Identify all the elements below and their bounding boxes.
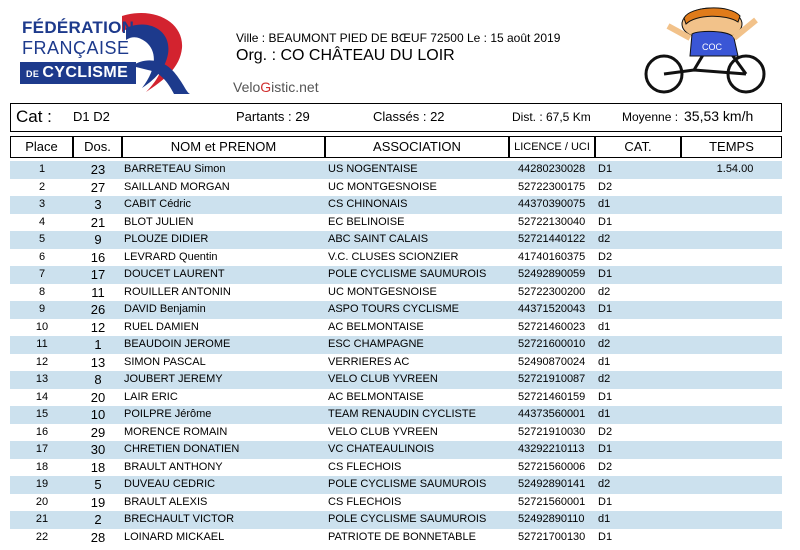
cell-asso: ABC SAINT CALAIS	[328, 233, 429, 245]
cell-asso: ASPO TOURS CYCLISME	[328, 303, 460, 315]
logo-prefix: DE	[26, 69, 40, 79]
col-licence: LICENCE / UCI	[509, 136, 595, 158]
classes: Classés : 22	[373, 109, 445, 124]
cell-cat: D1	[598, 163, 613, 175]
cell-dos: 30	[90, 442, 106, 457]
logo-line-2: FRANÇAISE	[22, 38, 130, 58]
cell-dos: 19	[90, 494, 106, 510]
cell-asso: VERRIERES AC	[328, 355, 410, 368]
cell-nom: BRAULT ALEXIS	[124, 495, 208, 508]
cell-dos: 26	[90, 302, 106, 317]
cell-asso: AC BELMONTAISE	[328, 320, 424, 333]
cat-label: Cat :	[16, 107, 52, 126]
cell-asso: CS CHINONAIS	[328, 198, 408, 210]
table-row	[10, 179, 782, 197]
site-part-b: G	[260, 79, 272, 95]
cell-cat: d1	[598, 355, 611, 368]
cell-asso: PATRIOTE DE BONNETABLE	[328, 530, 476, 543]
table-row	[10, 301, 782, 319]
cell-nom: DOUCET LAURENT	[124, 268, 225, 280]
table-row	[10, 231, 782, 249]
cell-cat: D1	[598, 303, 613, 315]
cell-nom: POILPRE Jérôme	[124, 408, 212, 420]
col-temps: TEMPS	[681, 136, 782, 158]
cell-place: 16	[35, 425, 49, 438]
cell-asso: VELO CLUB YVREEN	[328, 373, 438, 385]
cell-place: 11	[36, 338, 48, 350]
logo-line-3	[20, 62, 136, 84]
cell-licence: 52721560006	[518, 460, 586, 473]
cell-nom: LAIR ERIC	[124, 390, 178, 403]
cat-value: D1 D2	[73, 109, 110, 124]
table-row	[10, 161, 782, 179]
cell-asso: ESC CHAMPAGNE	[328, 338, 424, 350]
partants: Partants : 29	[236, 109, 310, 124]
cell-cat: D1	[598, 390, 613, 403]
cell-place: 20	[35, 495, 49, 508]
cell-nom: BLOT JULIEN	[124, 215, 194, 228]
col-dos: Dos.	[73, 136, 122, 158]
col-place: Place	[10, 136, 73, 158]
col-association: ASSOCIATION	[325, 136, 509, 158]
cell-asso: US NOGENTAISE	[328, 163, 418, 175]
cell-nom: LOINARD MICKAEL	[124, 530, 225, 543]
velogistic-link[interactable]	[233, 79, 319, 95]
cell-licence: 52722300175	[518, 180, 586, 193]
cell-licence: 43292210113	[518, 443, 585, 455]
cell-dos: 13	[90, 354, 106, 370]
ffc-logo	[14, 8, 210, 96]
table-row	[10, 389, 782, 407]
cell-nom: BRAULT ANTHONY	[124, 460, 223, 473]
race-summary-bar	[10, 103, 782, 132]
site-part-c: istic.net	[271, 79, 319, 95]
cell-licence: 52492890141	[518, 478, 586, 490]
race-organizer: Org. : CO CHÂTEAU DU LOIR	[236, 47, 455, 64]
cell-place: 14	[35, 390, 49, 403]
cell-dos: 5	[94, 477, 102, 492]
cell-cat: D2	[598, 425, 613, 438]
cell-nom: MORENCE ROMAIN	[124, 425, 228, 438]
cell-licence: 52492890110	[518, 513, 585, 525]
cell-asso: UC MONTGESNOISE	[328, 180, 437, 193]
moyenne-label: Moyenne :	[622, 110, 679, 124]
cell-place: 9	[38, 303, 46, 315]
cell-dos: 21	[90, 214, 106, 230]
moyenne-value: 35,53 km/h	[684, 108, 754, 124]
cell-licence: 52721700130	[518, 530, 586, 543]
site-part-a: Velo	[233, 79, 261, 95]
cell-nom: PLOUZE DIDIER	[124, 233, 209, 245]
cell-nom: RUEL DAMIEN	[124, 320, 199, 333]
table-row	[10, 284, 782, 302]
cell-licence: 52722130040	[518, 215, 586, 228]
cell-asso: POLE CYCLISME SAUMUROIS	[328, 478, 487, 490]
cell-asso: VELO CLUB YVREEN	[328, 425, 438, 438]
cell-nom: JOUBERT JEREMY	[124, 373, 223, 385]
table-row	[10, 319, 782, 337]
cell-nom: LEVRARD Quentin	[124, 250, 218, 263]
cell-licence: 52490870024	[518, 355, 586, 368]
cell-dos: 20	[90, 389, 106, 405]
cell-licence: 52721460023	[518, 320, 586, 333]
col-cat: CAT.	[595, 136, 681, 158]
table-row	[10, 459, 782, 477]
cell-licence: 52721910030	[518, 425, 586, 438]
cell-nom: BEAUDOIN JEROME	[124, 338, 231, 350]
table-row	[10, 511, 782, 529]
cell-dos: 11	[91, 284, 105, 300]
cell-nom: DAVID Benjamin	[124, 303, 206, 315]
cell-cat: d2	[598, 338, 611, 350]
cell-cat: d2	[598, 478, 611, 490]
cell-cat: d2	[598, 233, 611, 245]
cell-licence: 41740160375	[518, 250, 586, 263]
cell-dos: 27	[90, 179, 106, 195]
cell-licence: 44371520043	[518, 303, 586, 315]
cell-asso: TEAM RENAUDIN CYCLISTE	[328, 408, 476, 420]
table-row	[10, 214, 782, 232]
cell-cat: D1	[598, 443, 613, 455]
cell-dos: 9	[94, 232, 102, 247]
distance: Dist. : 67,5 Km	[512, 110, 591, 124]
cell-temps: 1.54.00	[716, 163, 754, 175]
col-nom: NOM et PRENOM	[122, 136, 325, 158]
cell-cat: D2	[598, 180, 613, 193]
cell-asso: CS FLECHOIS	[328, 460, 402, 473]
cell-nom: SAILLAND MORGAN	[124, 180, 230, 193]
cell-cat: D1	[598, 495, 613, 508]
table-row	[10, 371, 782, 389]
table-row	[10, 494, 782, 512]
cell-cat: D2	[598, 460, 613, 473]
cell-dos: 23	[90, 162, 106, 177]
cell-place: 10	[35, 320, 49, 333]
cell-place: 21	[35, 513, 49, 525]
cell-cat: d1	[598, 513, 611, 525]
cell-cat: d1	[598, 408, 611, 420]
cell-asso: CS FLECHOIS	[328, 495, 402, 508]
cell-licence: 44280230028	[518, 163, 586, 175]
cell-dos: 28	[90, 529, 106, 545]
cell-dos: 1	[94, 337, 102, 352]
cell-asso: POLE CYCLISME SAUMUROIS	[328, 268, 487, 280]
cell-cat: D1	[598, 215, 613, 228]
cell-licence: 52492890059	[518, 268, 586, 280]
cell-dos: 12	[90, 319, 106, 335]
cell-nom: DUVEAU CEDRIC	[124, 478, 216, 490]
cell-asso: POLE CYCLISME SAUMUROIS	[328, 513, 487, 525]
cell-asso: EC BELINOISE	[328, 215, 405, 228]
logo-line-1: FÉDÉRATION	[22, 18, 135, 37]
cell-asso: V.C. CLUSES SCIONZIER	[328, 250, 459, 263]
cell-licence: 44370390075	[518, 198, 586, 210]
cell-cat: D1	[598, 268, 613, 280]
table-row	[10, 441, 782, 459]
cell-asso: AC BELMONTAISE	[328, 390, 424, 403]
cell-place: 18	[35, 460, 49, 473]
cell-licence: 52722300200	[518, 285, 586, 298]
cell-place: 2	[38, 180, 46, 193]
cell-cat: d1	[598, 320, 611, 333]
cell-place: 8	[38, 285, 46, 298]
cell-nom: CHRETIEN DONATIEN	[124, 443, 240, 455]
table-row	[10, 424, 782, 442]
table-row	[10, 354, 782, 372]
race-location-date: Ville : BEAUMONT PIED DE BŒUF 72500 Le : 15 août 2019	[236, 31, 561, 45]
cell-licence: 52721600010	[518, 338, 586, 350]
cell-asso: VC CHATEAULINOIS	[328, 443, 435, 455]
cell-place: 3	[38, 198, 46, 210]
table-row	[10, 529, 782, 547]
table-row	[10, 196, 782, 214]
cell-place: 6	[38, 250, 46, 263]
cell-nom: CABIT Cédric	[124, 198, 192, 210]
table-row	[10, 266, 782, 284]
cell-place: 12	[35, 355, 49, 368]
cell-place: 7	[38, 268, 46, 280]
mascot-jersey-text: COC	[702, 42, 722, 52]
cell-dos: 18	[90, 459, 106, 475]
cell-place: 22	[35, 530, 49, 543]
cell-cat: D2	[598, 250, 613, 263]
cell-cat: d2	[598, 373, 611, 385]
cell-cat: D1	[598, 530, 613, 543]
table-row	[10, 406, 782, 424]
cell-dos: 17	[90, 267, 106, 282]
cell-licence: 52721460159	[518, 390, 586, 403]
table-header	[10, 136, 782, 159]
table-row	[10, 336, 782, 354]
cell-nom: ROUILLER ANTONIN	[124, 285, 231, 298]
cell-licence: 52721910087	[518, 373, 586, 385]
cell-dos: 8	[94, 372, 102, 387]
cell-licence: 52721560001	[518, 495, 586, 508]
club-mascot-cyclist	[634, 4, 774, 96]
cell-dos: 16	[90, 249, 106, 265]
cell-dos: 3	[94, 197, 102, 212]
cell-dos: 29	[90, 424, 106, 440]
table-row	[10, 476, 782, 494]
cell-dos: 10	[90, 407, 106, 422]
cell-nom: BRECHAULT VICTOR	[124, 513, 235, 525]
cell-place: 5	[38, 233, 46, 245]
cell-licence: 44373560001	[518, 408, 586, 420]
cell-nom: SIMON PASCAL	[124, 355, 206, 368]
cell-place: 1	[38, 163, 46, 175]
cell-cat: d1	[598, 198, 611, 210]
cell-cat: d2	[598, 285, 611, 298]
results-table	[10, 161, 782, 546]
table-row	[10, 249, 782, 267]
cell-asso: UC MONTGESNOISE	[328, 285, 437, 298]
cell-place: 4	[38, 215, 46, 228]
cell-place: 17	[35, 443, 49, 455]
cell-nom: BARRETEAU Simon	[124, 163, 226, 175]
cell-place: 13	[35, 373, 49, 385]
cell-place: 19	[35, 478, 49, 490]
cell-licence: 52721440122	[518, 233, 586, 245]
cell-dos: 2	[94, 512, 102, 527]
logo-line-3-text: CYCLISME	[42, 64, 129, 81]
cell-place: 15	[35, 408, 49, 420]
